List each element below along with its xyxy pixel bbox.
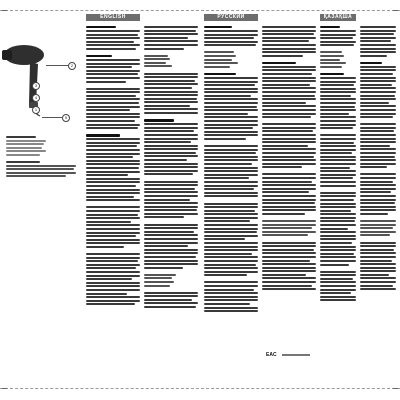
english-text-column: [86, 26, 140, 370]
part-marker-1: 1: [32, 106, 40, 114]
english-text-column: [144, 26, 198, 370]
part-marker-2: 2: [68, 62, 76, 70]
fine-print: [282, 354, 310, 356]
leader-line: [42, 117, 62, 118]
leader-line: [46, 65, 68, 66]
crop-mark: [2, 10, 7, 11]
kazakh-text-column: [320, 26, 356, 370]
bottom-trim-line: [0, 388, 400, 389]
parts-list-text: [6, 136, 76, 179]
column-header-russian: РУССКИЙ: [204, 14, 258, 21]
eac-certification-mark: EAC: [266, 352, 277, 358]
russian-text-column: [262, 26, 316, 370]
part-marker-4: 4: [32, 94, 40, 102]
part-marker-5: 5: [62, 114, 70, 122]
part-marker-3: 3: [32, 82, 40, 90]
column-header-english: ENGLISH: [86, 14, 140, 21]
column-header-kazakh: ҚАЗАҚША: [320, 14, 356, 21]
crop-mark: [2, 388, 7, 389]
russian-text-column: [204, 26, 258, 370]
kazakh-text-column: [360, 26, 396, 370]
crop-mark: [393, 388, 398, 389]
crop-mark: [393, 10, 398, 11]
cover-panel: [2, 12, 80, 384]
top-trim-line: [0, 10, 400, 11]
hair-dryer-illustration: [2, 40, 80, 120]
